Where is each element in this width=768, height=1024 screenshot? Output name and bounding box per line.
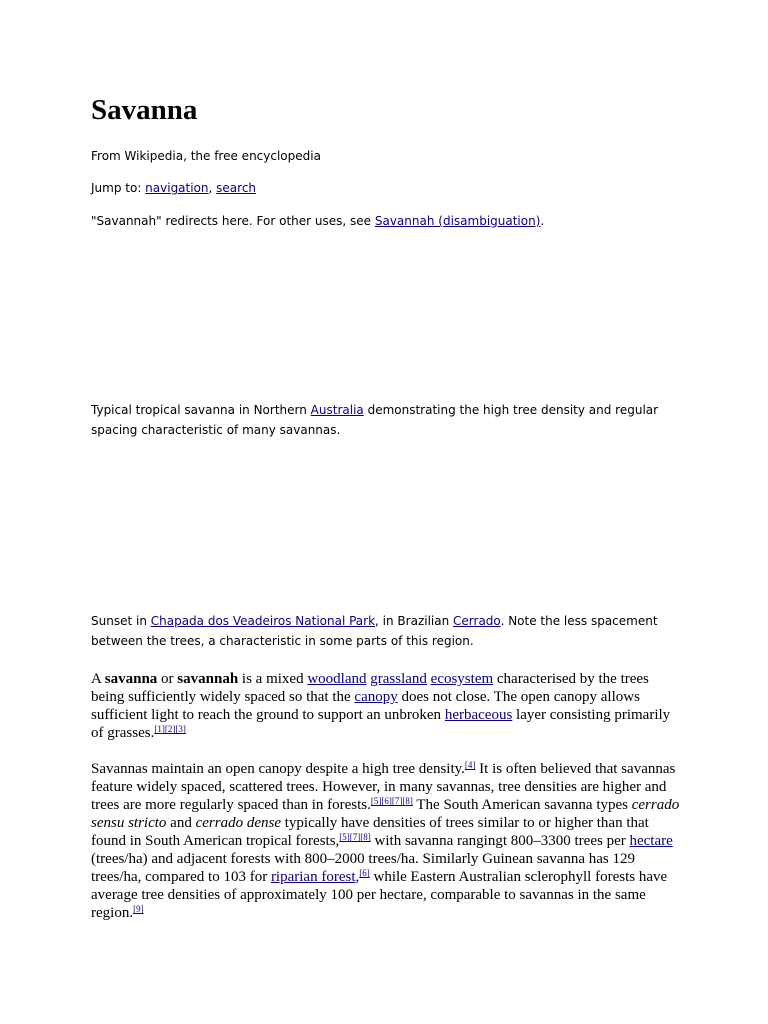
ecosystem-link[interactable]: ecosystem xyxy=(430,671,494,687)
text: A xyxy=(91,671,105,687)
text: with savanna rangingt 800–3300 trees per xyxy=(370,833,630,849)
text: and xyxy=(166,815,196,831)
disambiguation-link[interactable]: Savannah (disambiguation) xyxy=(374,214,541,228)
chapada-link[interactable]: Chapada dos Veadeiros National Park xyxy=(150,614,376,628)
italic-term: cerrado dense xyxy=(195,815,281,831)
ref-link[interactable]: [6] xyxy=(381,796,392,806)
text: Savannas maintain an open canopy despite a high tree density. xyxy=(91,761,465,777)
herbaceous-link[interactable]: herbaceous xyxy=(444,707,513,723)
caption-text: , in Brazilian xyxy=(375,614,454,628)
ref-link[interactable]: [4] xyxy=(464,760,476,770)
redirect-end: . xyxy=(540,214,545,228)
cerrado-link[interactable]: Cerrado xyxy=(453,614,501,628)
jump-separator: , xyxy=(208,181,217,195)
grassland-link[interactable]: grassland xyxy=(370,671,427,687)
image-caption-australia xyxy=(91,400,681,440)
page-title: Savanna xyxy=(91,94,198,126)
bold-term: savannah xyxy=(177,671,239,687)
australia-link[interactable]: Australia xyxy=(310,403,364,417)
ref-link[interactable]: [3] xyxy=(175,724,186,734)
ref-link[interactable]: [6] xyxy=(359,868,370,878)
bold-term: savanna xyxy=(104,671,158,687)
ref-link[interactable]: [7] xyxy=(391,796,403,806)
riparian-forest-link[interactable]: riparian forest xyxy=(270,869,356,885)
paragraph-intro xyxy=(91,670,681,742)
paragraph-density xyxy=(91,760,681,922)
woodland-link[interactable]: woodland xyxy=(307,671,367,687)
ref-link[interactable]: [7] xyxy=(349,832,361,842)
redirect-text: "Savannah" redirects here. For other uses, see xyxy=(91,214,375,228)
text: characterised by the trees being sufficiently widely spaced so that the xyxy=(91,671,649,705)
caption-text: demonstrating the high tree density and regular spacing characteristic of many savannas. xyxy=(91,403,659,437)
caption-text: . Note the less spacement between the trees, a characteristic in some parts of this region. xyxy=(91,614,658,648)
italic-term: cerrado sensu stricto xyxy=(91,797,680,831)
ref-link[interactable]: [8] xyxy=(402,796,413,806)
redirect-note xyxy=(91,211,544,231)
text: typically have densities of trees similar to or higher than that found in South American tropical forests, xyxy=(91,815,649,849)
site-subtitle: From Wikipedia, the free encyclopedia xyxy=(91,149,321,163)
jump-to-links xyxy=(91,178,256,198)
text: The South American savanna types xyxy=(412,797,632,813)
search-link[interactable]: search xyxy=(216,181,257,195)
canopy-link[interactable]: canopy xyxy=(354,689,398,705)
jump-to-label: Jump to: xyxy=(91,181,146,195)
ref-link[interactable]: [9] xyxy=(133,904,144,914)
caption-text: Typical tropical savanna in Northern xyxy=(91,403,311,417)
text: It is often believed that savannas feature widely spaced, scattered trees. However, in many savannas, tree densities are higher and trees are more regularly spaced than in forests. xyxy=(91,761,676,813)
text: or xyxy=(157,671,178,687)
ref-link[interactable]: [8] xyxy=(360,832,371,842)
text: , xyxy=(355,869,360,885)
caption-text: Sunset in xyxy=(91,614,151,628)
ref-link[interactable]: [1] xyxy=(154,724,165,734)
text: layer consisting primarily of grasses. xyxy=(91,707,671,741)
ref-link[interactable]: [5] xyxy=(370,796,382,806)
text: while Eastern Australian sclerophyll forests have average tree densities of approximately 100 per hectare, comparable to savannas in the same region. xyxy=(91,869,668,921)
text: does not close. The open canopy allows sufficient light to reach the ground to support an unbroken xyxy=(91,689,640,723)
navigation-link[interactable]: navigation xyxy=(145,181,209,195)
text: is a mixed xyxy=(238,671,308,687)
image-caption-cerrado xyxy=(91,611,681,651)
ref-link[interactable]: [5] xyxy=(339,832,350,842)
ref-link[interactable]: [2] xyxy=(164,724,176,734)
text: (trees/ha) and adjacent forests with 800–2000 trees/ha. Similarly Guinean savanna has 129 trees/ha, compared to 103 for xyxy=(91,851,636,885)
hectare-link[interactable]: hectare xyxy=(629,833,673,849)
